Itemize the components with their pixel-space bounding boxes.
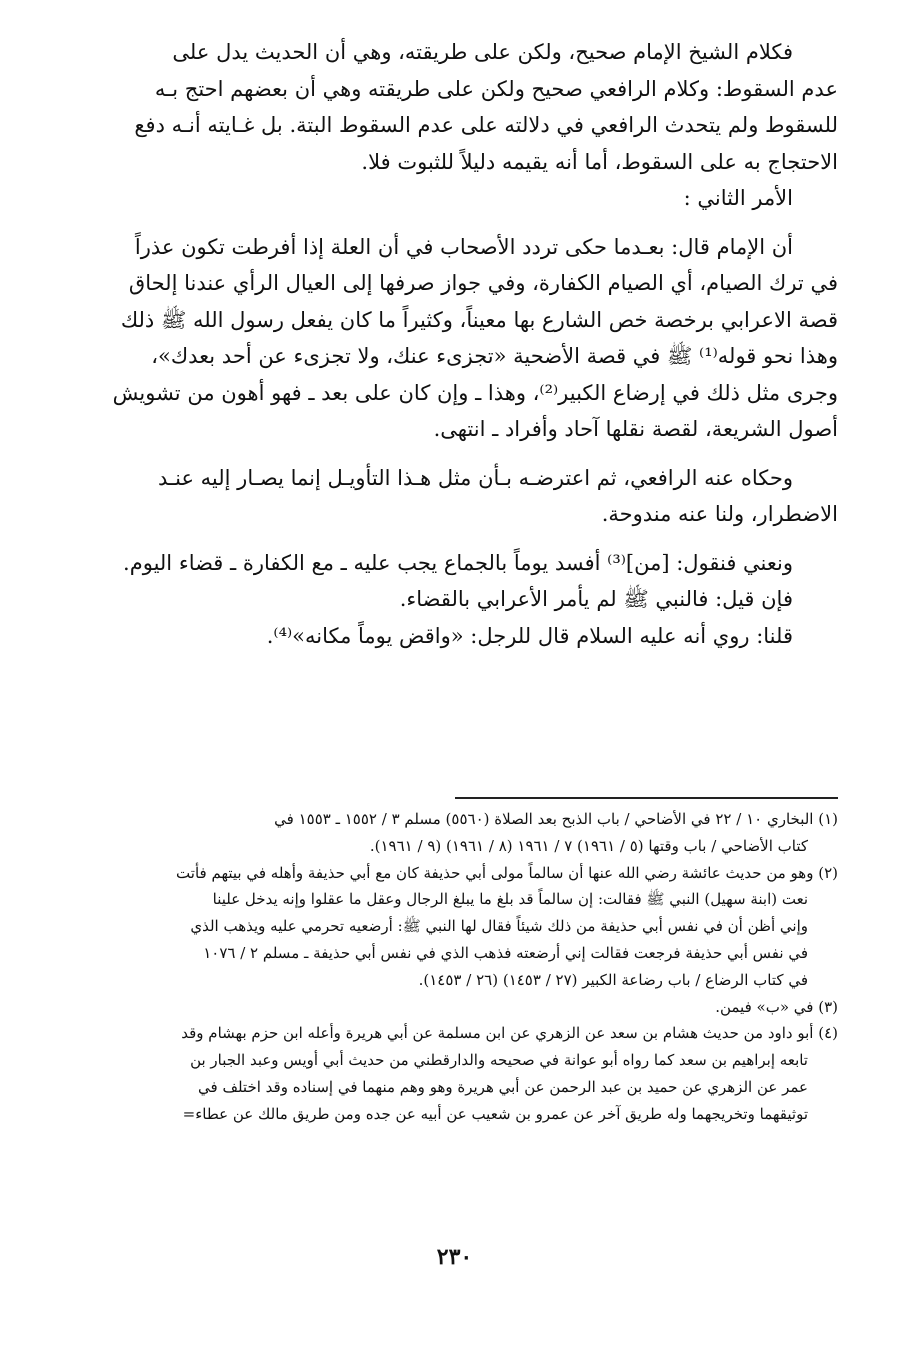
paragraph-2 [78, 229, 838, 448]
text-line: قلنا: روي أنه عليه السلام قال للرجل: «واقض يوماً مكانه»⁽⁴⁾. [266, 623, 793, 648]
footnotes [96, 806, 838, 1128]
text-line: فإن قيل: فالنبي ﷺ لم يأمر الأعرابي بالقضاء. [399, 587, 793, 611]
footnote-line: عمر عن الزهري عن حميد بن عبد الرحمن عن أبي هريرة وهو وهم منهما في إسناده وقد اختلف في [198, 1077, 808, 1096]
text-line: قصة الاعرابي برخصة خص الشارع بها معيناً، وكثيراً ما كان يفعل رسول الله ﷺ ذلك [120, 307, 838, 332]
text-line: الاحتجاج به على السقوط، أما أنه يقيمه دليلاً للثبوت فلا. [361, 149, 838, 174]
text-line: عدم السقوط: وكلام الرافعي صحيح ولكن على طريقته وهي أن بعضهم احتج بـه [154, 76, 838, 101]
footnote-line: وإني أظن أن في نفس أبي حذيفة من ذلك شيئاً فقال لها النبي ﷺ: أرضعيه تحرمي عليه ويذهب الذي [190, 917, 808, 936]
section-heading: الأمر الثاني : [683, 186, 793, 210]
text-line: وحكاه عنه الرافعي، ثم اعترضـه بـأن مثل هـذا التأويـل إنما يصـار إليه عنـد [157, 465, 793, 490]
text-line: في ترك الصيام، أي الصيام الكفارة، وفي جواز صرفها إلى العيال الرأي عندنا إلحاق [128, 271, 838, 295]
text-line: وجرى مثل ذلك في إرضاع الكبير⁽²⁾، وهذا ـ وإن كان على بعد ـ فهو أهون من تشويش [112, 380, 838, 405]
footnote-divider [455, 797, 838, 799]
footnote-4 [96, 1020, 838, 1127]
footnote-3 [96, 994, 838, 1021]
footnote-line: توثيقهما وتخريجهما وله طريق آخر عن عمرو بن شعيب عن أبيه عن جده ومن طريق مالك عن عطاء= [182, 1104, 808, 1123]
main-text [78, 34, 838, 654]
paragraph-4 [78, 545, 838, 655]
text-line: للسقوط ولم يتحدث الرافعي في دلالته على عدم السقوط البتة. بل غـايته أنـه دفع [134, 113, 838, 137]
text-line: وهذا نحو قوله⁽¹⁾ ﷺ في قصة الأضحية «تجزىء عنك، ولا تجزىء عن أحد بعدك»، [151, 344, 838, 368]
footnote-line: (٤) أبو داود من حديث هشام بن سعد عن الزهري عن ابن مسلمة عن أبي هريرة وأعله ابن حزم بهشام وقد [181, 1024, 838, 1043]
text-line: فكلام الشيخ الإمام صحيح، ولكن على طريقته، وهي أن الحديث يدل على [172, 40, 793, 64]
paragraph-gap [78, 533, 838, 545]
footnote-line: في كتاب الرضاع / باب رضاعة الكبير (٢٧ / ١٤٥٣) (٢٦ / ١٤٥٣). [418, 970, 808, 989]
footnote-line: كتاب الأضاحي / باب وقتها (٥ / ١٩٦١) ٧ / ١٩٦١ (٨ / ١٩٦١) (٩ / ١٩٦١). [369, 836, 808, 855]
text-line: ونعني فنقول: [من]⁽³⁾ أفسد يوماً بالجماع يجب عليه ـ مع الكفارة ـ قضاء اليوم. [123, 550, 793, 575]
paragraph-1 [78, 34, 838, 180]
footnote-line: (١) البخاري ١٠ / ٢٢ في الأضاحي / باب الذبح بعد الصلاة (٥٥٦٠) مسلم ٣ / ١٥٥٢ ـ ١٥٥٣ في [274, 810, 838, 828]
page-number: ٢٣٠ [436, 1244, 473, 1270]
text-line: أن الإمام قال: بعـدما حكى تردد الأصحاب في أن العلة إذا أفرطت تكون عذراً [134, 234, 793, 259]
footnote-1 [96, 806, 838, 860]
footnote-line: في نفس أبي حذيفة فرجعت فقالت إني أرضعته فذهب الذي في نفس أبي حذيفة ـ مسلم ٢ / ١٠٧٦ [203, 943, 808, 962]
paragraph-3 [78, 460, 838, 533]
footnote-line: (٣) في «ب» فيمن. [715, 997, 838, 1016]
paragraph-gap [78, 448, 838, 460]
footnote-line: تابعه إبراهيم بن سعد كما رواه أبو عوانة في صحيحه والدارقطني من حديث أبي أويس وعبد الجبار بن [190, 1051, 808, 1070]
text-line: أصول الشريعة، لقصة نقلها آحاد وأفراد ـ انتهى. [433, 417, 838, 441]
text-line: الاضطرار، ولنا عنه مندوحة. [601, 502, 838, 526]
paragraph-gap [78, 217, 838, 229]
footnote-line: نعت (ابنة سهيل) النبي ﷺ فقالت: إن سالماً قد بلغ ما يبلغ الرجال وعقل ما عقلوا وإنه يدخل علينا [212, 890, 808, 909]
footnote-2 [96, 860, 838, 994]
footnote-line: (٢) وهو من حديث عائشة رضي الله عنها أن سالماً مولى أبي حذيفة كان مع أبي حذيفة وأهله في بيتهم فأتت [176, 863, 838, 882]
